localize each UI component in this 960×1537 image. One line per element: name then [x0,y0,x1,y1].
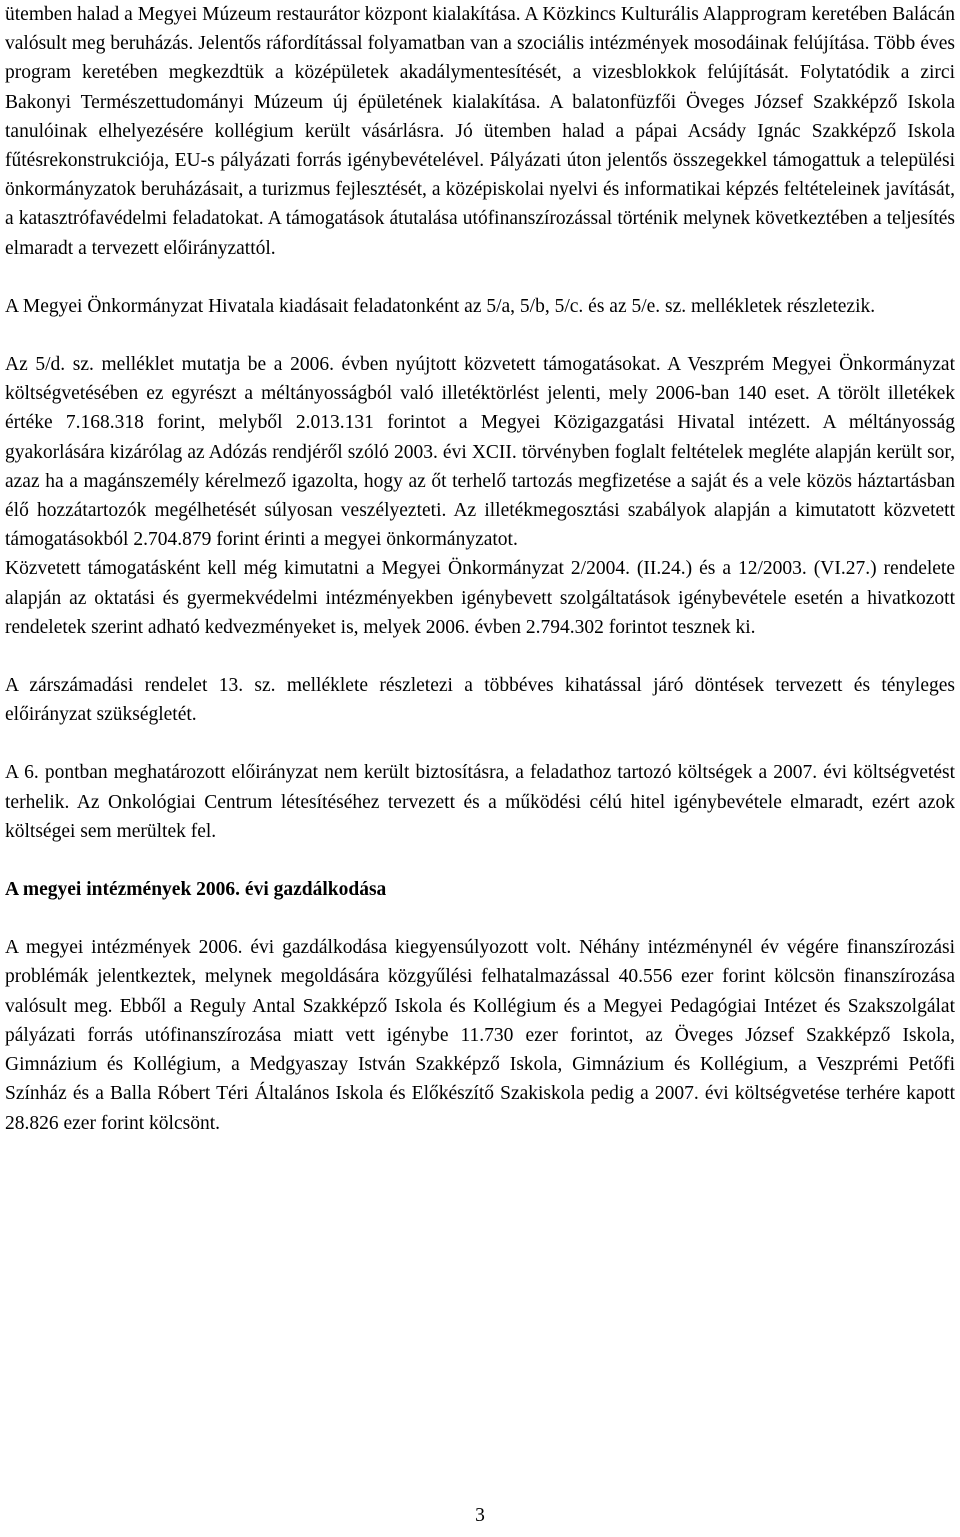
page-number: 3 [475,1505,485,1526]
paragraph-projects: ütemben halad a Megyei Múzeum restaurátor központ kialakítása. A Közkincs Kulturális Alapprogram keretében Balácán valósult meg beruházás. Jelentős ráfordítással folyamatban van a szociális intézmények mosodáinak felújítása. Több éves program keretében megkezdtük a középületek akadálymentesítését, a vizesblokkok felújítását. Folytatódik a zirci Bakonyi Természettudományi Múzeum új épületének kialakítása. A balatonfüzfői Öveges József Szakképző Iskola tanulóinak elhelyezésére kollégium került vásárlásra. Jó ütemben halad a pápai Acsády Ignác Szakképző Iskola fűtésrekonstrukciója, EU-s pályázati forrás igénybevételével. Pályázati úton jelentős összegekkel támogattuk a települési önkormányzatok beruházásait, a turizmus fejlesztését, a középiskolai nyelvi és informatikai képzés feltételeinek javítását, a katasztrófavédelmi feladatokat. A támogatások átutalása utófinanszírozással történik melynek következtében a teljesítés elmaradt a tervezett előirányzattól. [5,4,955,259]
paragraph-appropriation: A 6. pontban meghatározott előirányzat nem került biztosításra, a feladathoz tartozó költségek a 2007. évi költségvetést terhelik. Az Onkológiai Centrum létesítéséhez tervezett és a működési célú hitel igénybevétele elmaradt, ezért azok költségei sem merültek fel. [5,762,955,842]
paragraph-institutions: A megyei intézmények 2006. évi gazdálkodása kiegyensúlyozott volt. Néhány intézménynél év végére finanszírozási problémák jelentkeztek, melynek megoldására közgyűlési felhatalmazással 40.556 ezer forint kölcsön finanszírozása valósult meg. Ebből a Reguly Antal Szakképző Iskola és Kollégium és a Megyei Pedagógiai Intézet és Szakszolgálat pályázati forrás utófinanszírozása miatt vett igénybe 11.730 ezer forintot, az Öveges József Szakképző Iskola, Gimnázium és Kollégium, a Medgyaszay István Szakképző Iskola, Gimnázium és Kollégium, a Veszprémi Petőfi Színház és a Balla Róbert Téri Általános Iskola és Előkészítő Szakiskola pedig a 2007. évi költségvetése terhére kapott 28.826 ezer forint kölcsönt. [5,937,955,1134]
paragraph-indirect-support-continued: Közvetett támogatásként kell még kimutatni a Megyei Önkormányzat 2/2004. (II.24.) és a 12/2003. (VI.27.) rendelete alapján az oktatási és gyermekvédelmi intézményekben igénybevett szolgáltatások igénybevétele esetén a hivatkozott rendeletek szerint adható kedvezményeket is, melyek 2006. évben 2.794.302 forintot tesznek ki. [5,558,955,638]
paragraph-office-expenses: A Megyei Önkormányzat Hivatala kiadásait feladatonként az 5/a, 5/b, 5/c. és az 5/e. sz. mellékletek részletezik. [5,295,876,317]
paragraph-closing-decree: A zárszámadási rendelet 13. sz. melléklete részletezi a többéves kihatással járó döntések tervezett és tényleges előirányzat szükségletét. [5,675,955,726]
section-heading: A megyei intézmények 2006. évi gazdálkodása [5,879,387,901]
document-page [5,0,955,1138]
paragraph-indirect-support: Az 5/d. sz. melléklet mutatja be a 2006. évben nyújtott közvetett támogatásokat. A Veszprém Megyei Önkormányzat költségvetésében ez egyrészt a méltányosságból való illetéktörlést jelenti, mely 2006-ban 140 eset. A törölt illetékek értéke 7.168.318 forint, melyből 2.013.131 forintot a Megyei Közigazgatási Hivatal intézett. A méltányosság gyakorlására kizárólag az Adózás rendjéről szóló 2003. évi XCII. törvényben foglalt feltételek megléte alapján került sor, azaz ha a magánszemély kérelmező igazolta, hogy az őt terhelő tartozás megfizetése a saját és a vele közös háztartásban élő hozzátartozók megélhetését súlyosan veszélyezteti. Az illetékmegosztási szabályok alapján a kimutatott közvetett támogatásokból 2.704.879 forint érinti a megyei önkormányzatot. [5,354,955,551]
